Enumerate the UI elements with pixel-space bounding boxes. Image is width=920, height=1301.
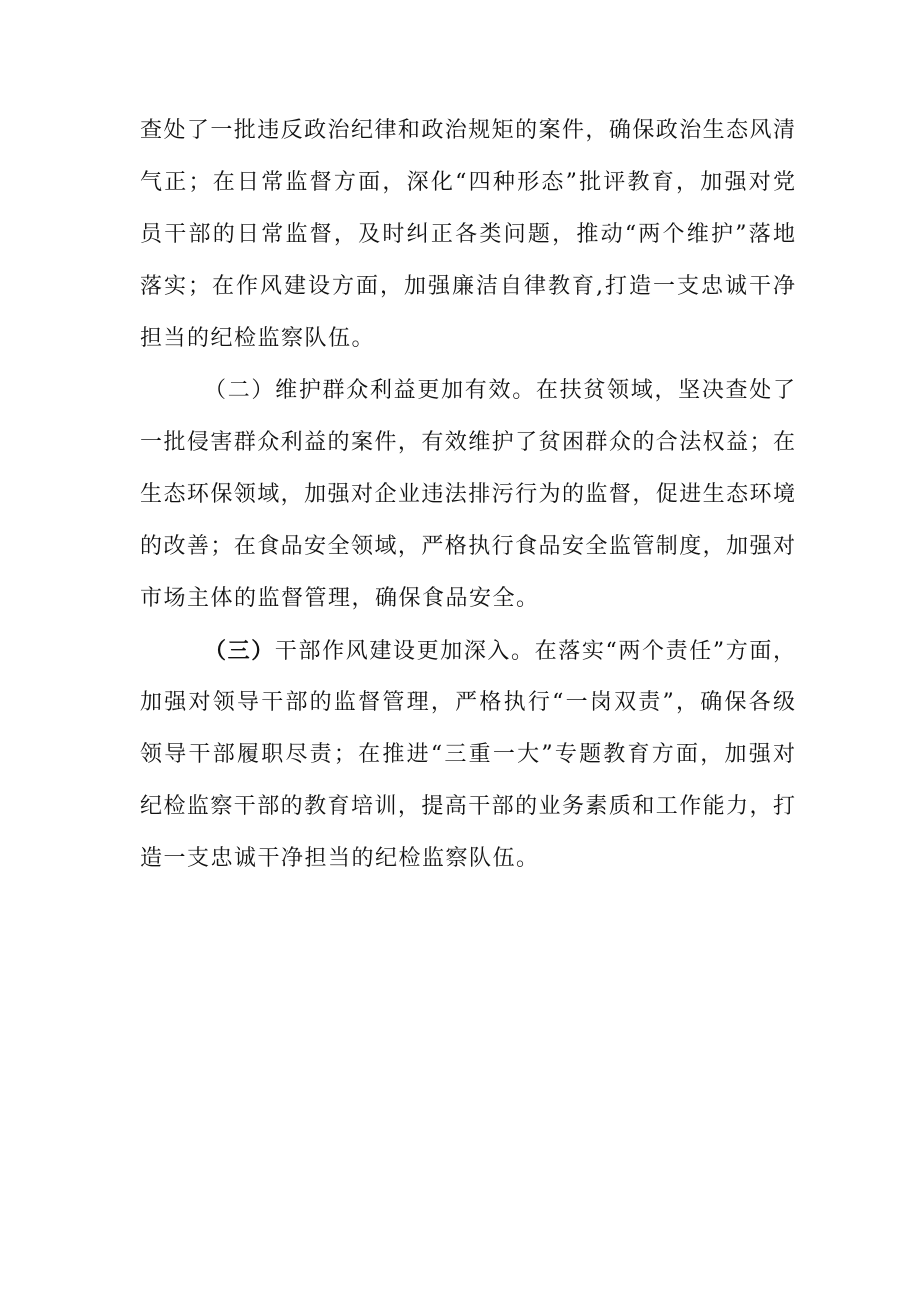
paragraph-line: 的改善；在食品安全领域，严格执行食品安全监管制度，加强对: [140, 534, 795, 559]
paragraph-public-interest: [140, 365, 795, 625]
paragraph-line: 一批侵害群众利益的案件，有效维护了贫困群众的合法权益；在: [140, 430, 795, 455]
paragraph-line: 气正；在日常监督方面，深化“四种形态”批评教育，加强对党: [140, 170, 795, 195]
paragraph-line: 领导干部履职尽责；在推进“三重一大”专题教育方面，加强对: [140, 742, 795, 767]
paragraph-line: 员干部的日常监督，及时纠正各类问题，推动“两个维护”落地: [140, 222, 795, 247]
document-body: [140, 105, 795, 885]
paragraph-line: 市场主体的监督管理，确保食品安全。: [140, 586, 540, 611]
paragraph-first-line: [140, 365, 795, 417]
paragraph-line: 加强对领导干部的监督管理，严格执行“一岗双责”，确保各级: [140, 690, 795, 715]
paragraph-line: 担当的纪检监察队伍。: [140, 326, 376, 351]
paragraph-line: 查处了一批违反政治纪律和政治规矩的案件，确保政治生态风清: [140, 118, 795, 143]
section-heading-text: 干部作风建设更加深入。在落实“两个责任”方面，: [274, 639, 795, 664]
paragraph-cadre-conduct: [140, 625, 795, 885]
section-heading-number: （二）: [204, 378, 276, 403]
paragraph-line: 造一支忠诚干净担当的纪检监察队伍。: [140, 846, 540, 871]
paragraph-line: 生态环保领域，加强对企业违法排污行为的监督，促进生态环境: [140, 482, 795, 507]
paragraph-line: 落实；在作风建设方面，加强廉洁自律教育,打造一支忠诚干净: [140, 274, 795, 299]
paragraph-line: 纪检监察干部的教育培训，提高干部的业务素质和工作能力，打: [140, 794, 795, 819]
paragraph-first-line: [140, 625, 795, 677]
section-heading-number: （三）: [204, 638, 275, 664]
paragraph-political-supervision: [140, 105, 795, 365]
section-heading-text: 维护群众利益更加有效。在扶贫领域，坚决查处了: [275, 378, 795, 403]
